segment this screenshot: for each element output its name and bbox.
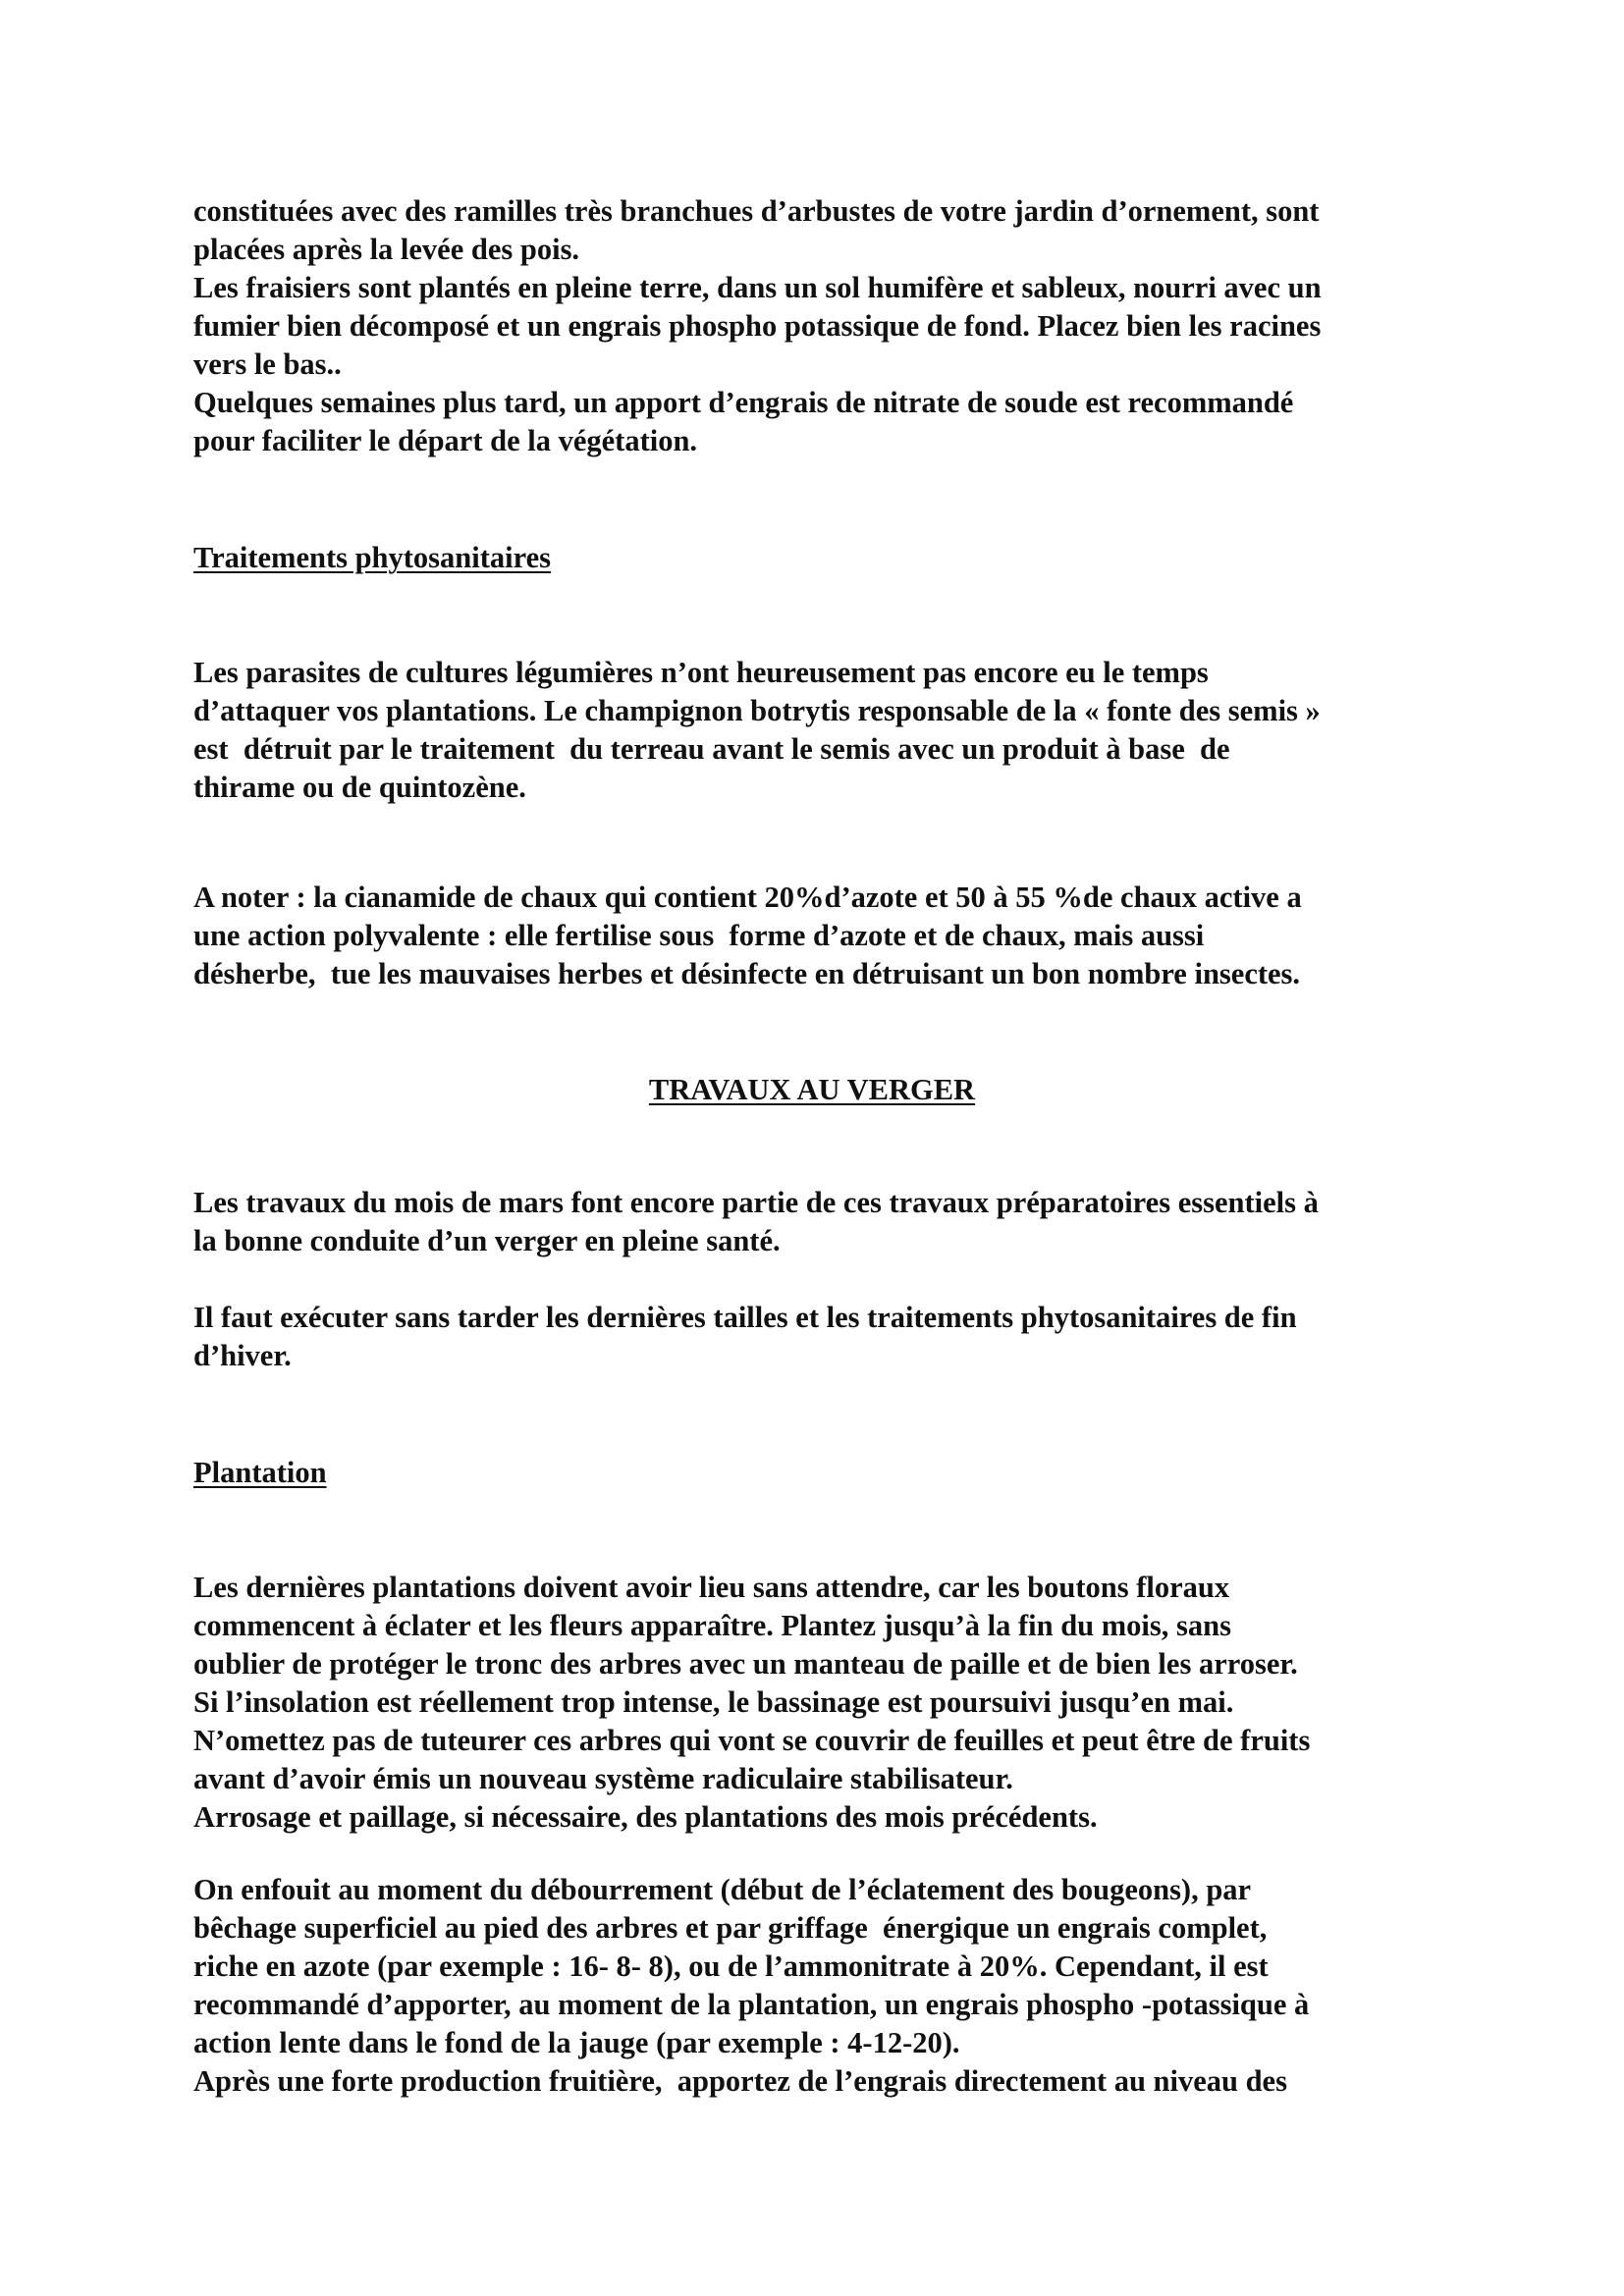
text-line: Quelques semaines plus tard, un apport d’engrais de nitrate de soude est recommandé — [193, 386, 1294, 419]
text-line: vers le bas.. — [193, 347, 342, 381]
text-line: d’attaquer vos plantations. Le champignon botrytis responsable de la « fonte des semis » — [193, 694, 1321, 727]
text-line: pour faciliter le départ de la végétation. — [193, 424, 698, 457]
text-line: Les fraisiers sont plantés en pleine terre, dans un sol humifère et sableux, nourri avec un — [193, 271, 1322, 304]
text-line: Arrosage et paillage, si nécessaire, des plantations des mois précédents. — [193, 1800, 1098, 1834]
text-line: bêchage superficiel au pied des arbres et par griffage énergique un engrais complet, — [193, 1911, 1268, 1945]
text-line: Les dernières plantations doivent avoir lieu sans attendre, car les boutons floraux — [193, 1571, 1230, 1604]
paragraph-tailles — [193, 1299, 1470, 1375]
text-line: Les parasites de cultures légumières n’ont heureusement pas encore eu le temps — [193, 656, 1209, 689]
text-line: N’omettez pas de tuteurer ces arbres qui vont se couvrir de feuilles et peut être de fruits — [193, 1724, 1311, 1757]
text-line: Après une forte production fruitière, apportez de l’engrais directement au niveau des — [193, 2064, 1287, 2098]
paragraph-engrais — [193, 1871, 1470, 2101]
text-line: la bonne conduite d’un verger en pleine santé. — [193, 1224, 781, 1257]
text-line: avant d’avoir émis un nouveau système radiculaire stabilisateur. — [193, 1762, 1013, 1795]
text-line: A noter : la cianamide de chaux qui contient 20%d’azote et 50 à 55 %de chaux active a — [193, 881, 1302, 914]
text-line: Les travaux du mois de mars font encore partie de ces travaux préparatoires essentiels à — [193, 1186, 1319, 1219]
text-line: une action polyvalente : elle fertilise sous forme d’azote et de chaux, mais aussi — [193, 919, 1205, 952]
section-heading-traitements — [193, 539, 1470, 577]
paragraph-travaux-mars — [193, 1184, 1470, 1260]
text-line: Il faut exécuter sans tarder les dernières tailles et les traitements phytosanitaires de fin — [193, 1301, 1297, 1334]
paragraph-parasites — [193, 654, 1470, 807]
section-heading-text: Traitements phytosanitaires — [193, 541, 552, 574]
text-line: fumier bien décomposé et un engrais phospho potassique de fond. Placez bien les racines — [193, 309, 1322, 343]
text-line: action lente dans le fond de la jauge (par exemple : 4-12-20). — [193, 2026, 960, 2059]
text-line: thirame ou de quintozène. — [193, 771, 526, 804]
text-line: constituées avec des ramilles très branchues d’arbustes de votre jardin d’ornement, sont — [193, 194, 1320, 228]
paragraph-fraisiers — [193, 192, 1470, 460]
paragraph-dernieres-plantations — [193, 1569, 1470, 1837]
text-line: On enfouit au moment du débourrement (début de l’éclatement des bougeons), par — [193, 1873, 1252, 1906]
text-line: commencent à éclater et les fleurs apparaître. Plantez jusqu’à la fin du mois, sans — [193, 1609, 1231, 1642]
main-heading-text: TRAVAUX AU VERGER — [648, 1073, 976, 1106]
text-line: Si l’insolation est réellement trop intense, le bassinage est poursuivi jusqu’en mai. — [193, 1685, 1234, 1719]
main-heading-verger — [0, 1071, 1624, 1109]
section-heading-text: Plantation — [193, 1456, 327, 1489]
text-line: est détruit par le traitement du terreau avant le semis avec un produit à base de — [193, 732, 1230, 766]
text-line: recommandé d’apporter, au moment de la plantation, un engrais phospho -potassique à — [193, 1988, 1310, 2021]
text-line: d’hiver. — [193, 1339, 292, 1372]
paragraph-a-noter — [193, 879, 1470, 993]
text-line: riche en azote (par exemple : 16- 8- 8), ou de l’ammonitrate à 20%. Cependant, il est — [193, 1949, 1269, 1983]
text-line: placées après la levée des pois. — [193, 233, 580, 266]
text-line: oublier de protéger le tronc des arbres avec un manteau de paille et de bien les arroser. — [193, 1647, 1298, 1681]
section-heading-plantation — [193, 1454, 1470, 1492]
text-line: désherbe, tue les mauvaises herbes et désinfecte en détruisant un bon nombre insectes. — [193, 957, 1301, 990]
